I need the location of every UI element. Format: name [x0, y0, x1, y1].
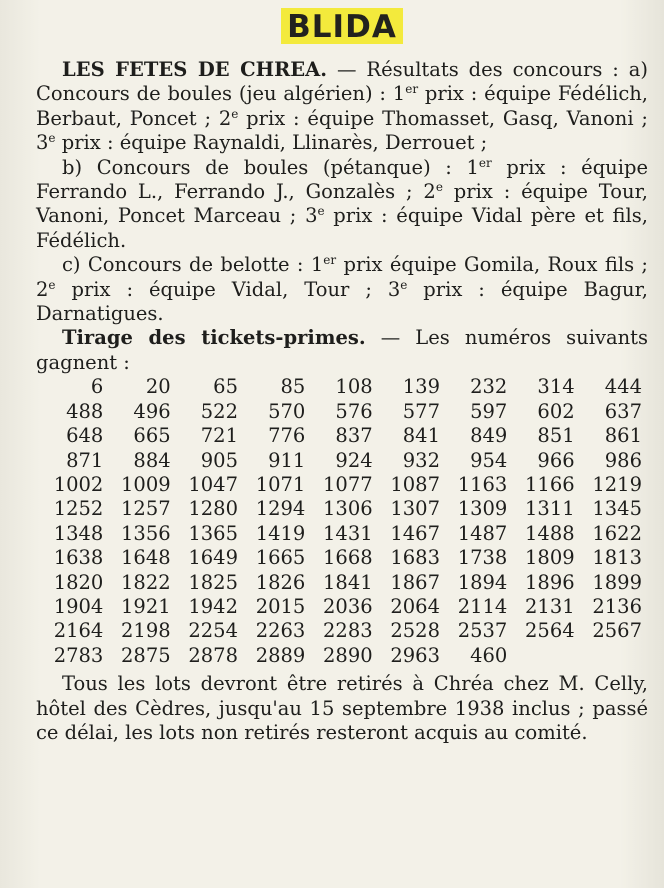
winning-number: 602 [537, 399, 575, 423]
winning-number: 1306 [323, 497, 373, 521]
winning-number: 1867 [390, 570, 440, 594]
winning-number: 1348 [53, 521, 104, 545]
winning-number: 1648 [121, 546, 171, 570]
winning-number: 1431 [323, 521, 373, 545]
winning-number: 577 [402, 399, 440, 423]
sup-first-b: er [478, 155, 492, 170]
winning-number: 1822 [121, 570, 171, 594]
winning-number: 1894 [457, 570, 508, 594]
fetes-text-a4: prix : équipe Raynaldi, Llinarès, Derrouet ; [55, 131, 488, 155]
footer-paragraph: Tous les lots devront être retirés à Chréa chez M. Celly, hôtel des Cèdres, jusqu'au 15 septembre 1938 inclus ; passé ce délai, les lots non retirés resteront acquis au comité. [36, 672, 648, 744]
winning-number: 1899 [592, 570, 642, 594]
winning-number: 849 [470, 424, 508, 448]
winning-number: 837 [335, 424, 373, 448]
winning-number: 1294 [255, 497, 306, 521]
winning-number: 1649 [188, 546, 238, 570]
winning-number: 2537 [457, 619, 508, 643]
winning-number: 861 [604, 424, 642, 448]
winning-number: 1942 [188, 594, 238, 618]
winning-numbers-grid [36, 375, 642, 668]
winning-number: 1467 [390, 521, 440, 545]
winning-number: 648 [66, 424, 104, 448]
winning-number: 1071 [255, 472, 306, 496]
sup-third-b: e [317, 204, 325, 219]
fetes-text-c2: prix équipe Gomila, Roux fils ; 2 [36, 253, 648, 301]
winning-number: 1280 [188, 497, 238, 521]
winning-number: 2164 [53, 619, 104, 643]
fetes-text-a: — Résultats des concours : a) Concours de boules (jeu algérien) : 1 [36, 58, 649, 106]
winning-number: 2114 [457, 594, 508, 618]
winning-number: 2263 [255, 619, 306, 643]
winning-number: 637 [604, 399, 642, 423]
fetes-text-b3: prix : équipe Tour, Vanoni, Poncet Marceau ; 3 [36, 180, 648, 228]
winning-number: 1077 [323, 472, 373, 496]
winning-number: 1356 [121, 521, 171, 545]
winning-number: 570 [268, 399, 306, 423]
winning-number: 1166 [525, 472, 575, 496]
fetes-text-b: b) Concours de boules (pétanque) : 1 [62, 155, 479, 179]
winning-number: 1809 [525, 546, 575, 570]
winning-number: 597 [470, 399, 508, 423]
winning-number: 85 [280, 375, 306, 399]
winning-number: 966 [537, 448, 575, 472]
winning-number: 1820 [53, 570, 104, 594]
winning-number: 1826 [255, 570, 306, 594]
winning-number: 2963 [390, 643, 440, 667]
winning-number: 905 [200, 448, 238, 472]
winning-number: 2878 [188, 643, 238, 667]
winning-number: 2254 [188, 619, 238, 643]
winning-number: 1307 [390, 497, 440, 521]
winning-number: 2198 [121, 619, 171, 643]
fetes-text-a3: prix : équipe Thomasset, Gasq, Vanoni ; 3 [36, 106, 648, 155]
winning-number: 1419 [255, 521, 306, 545]
winning-number: 2131 [525, 594, 575, 618]
winning-number: 522 [200, 399, 238, 423]
winning-number: 932 [402, 448, 440, 472]
headline-highlighted: BLIDA [281, 8, 403, 44]
tirage-lead: Tirage des tickets-primes. [62, 326, 366, 350]
sup-second-b: e [435, 180, 443, 195]
fetes-text-b2: prix : équipe Ferrando L., Ferrando J., Gonzalès ; 2 [36, 155, 648, 204]
winning-number: 1047 [188, 472, 238, 496]
winning-number: 924 [335, 448, 373, 472]
sup-second: e [231, 106, 239, 121]
winning-number: 911 [268, 448, 306, 472]
winning-number: 2064 [390, 594, 440, 618]
fetes-text-c4: prix : équipe Bagur, Darnatigues. [36, 277, 648, 326]
winning-number: 2783 [53, 643, 104, 667]
fetes-text-c: c) Concours de belotte : 1 [62, 253, 324, 277]
winning-number: 1488 [525, 521, 575, 545]
winning-number: 1896 [525, 570, 575, 594]
fetes-paragraph-a [36, 58, 648, 156]
sup-first-c: er [323, 253, 337, 268]
fetes-lead: LES FETES DE CHREA. [62, 58, 328, 81]
winning-number: 1904 [53, 594, 104, 618]
winning-number: 665 [133, 424, 171, 448]
winning-number: 1365 [188, 521, 238, 545]
winning-number: 1002 [53, 472, 104, 496]
winning-number: 232 [470, 375, 508, 399]
winning-number: 1638 [53, 546, 104, 570]
fetes-paragraph-b [36, 156, 648, 254]
winning-number: 2136 [592, 594, 642, 618]
winning-number: 576 [335, 399, 373, 423]
winning-number: 841 [402, 424, 440, 448]
winning-number: 986 [604, 448, 642, 472]
winning-number: 2015 [255, 594, 306, 618]
headline-container [36, 8, 648, 52]
winning-number: 721 [200, 424, 238, 448]
winning-number: 108 [335, 375, 373, 399]
winning-number: 1257 [121, 497, 171, 521]
winning-number: 1825 [188, 570, 238, 594]
winning-number: 1087 [390, 472, 440, 496]
winning-number: 6 [90, 375, 104, 399]
winning-number: 1219 [592, 472, 642, 496]
winning-number: 884 [133, 448, 171, 472]
winning-number: 1311 [525, 497, 575, 521]
winning-number: 1921 [121, 594, 171, 618]
fetes-paragraph-c [36, 253, 648, 326]
winning-number: 2564 [525, 619, 575, 643]
winning-number: 1163 [457, 472, 508, 496]
tirage-paragraph [36, 326, 648, 375]
winning-number: 1683 [390, 546, 440, 570]
sup-first: er [405, 82, 419, 97]
winning-number: 776 [268, 424, 306, 448]
winning-number: 1622 [592, 521, 642, 545]
sup-third: e [48, 131, 56, 146]
winning-number: 2528 [390, 619, 440, 643]
winning-number: 2890 [323, 643, 373, 667]
fetes-text-a2: prix : équipe Fédélich, Berbaut, Poncet ; 2 [36, 82, 649, 130]
winning-number: 444 [604, 375, 642, 399]
winning-number: 2889 [255, 643, 306, 667]
winning-number: 1668 [323, 546, 373, 570]
winning-number: 65 [213, 375, 238, 399]
winning-number: 1009 [121, 472, 171, 496]
winning-number: 20 [145, 375, 171, 399]
winning-number: 1487 [457, 521, 508, 545]
fetes-text-b4: prix : équipe Vidal père et fils, Fédélich. [36, 204, 648, 252]
winning-number: 2875 [121, 643, 171, 667]
sup-second-c: e [48, 277, 56, 292]
winning-number: 1309 [457, 497, 508, 521]
winning-number: 2567 [592, 619, 642, 643]
winning-number: 2036 [323, 594, 373, 618]
winning-number: 1738 [457, 546, 508, 570]
winning-number: 871 [66, 448, 104, 472]
winning-number: 1813 [592, 546, 642, 570]
winning-number: 139 [402, 375, 440, 399]
winning-number: 1345 [592, 497, 642, 521]
fetes-text-c3: prix : équipe Vidal, Tour ; 3 [55, 277, 401, 301]
tirage-text: — Les numéros suivants gagnent : [36, 326, 649, 374]
winning-number: 851 [537, 424, 575, 448]
winning-number: 1841 [323, 570, 373, 594]
winning-number: 1252 [53, 497, 104, 521]
winning-number: 954 [470, 448, 508, 472]
winning-number: 496 [133, 399, 171, 423]
sup-third-c: e [400, 277, 408, 292]
winning-number: 488 [66, 399, 104, 423]
winning-number: 460 [470, 643, 508, 667]
winning-number: 314 [537, 375, 575, 399]
winning-number: 1665 [255, 546, 306, 570]
winning-number: 2283 [323, 619, 373, 643]
